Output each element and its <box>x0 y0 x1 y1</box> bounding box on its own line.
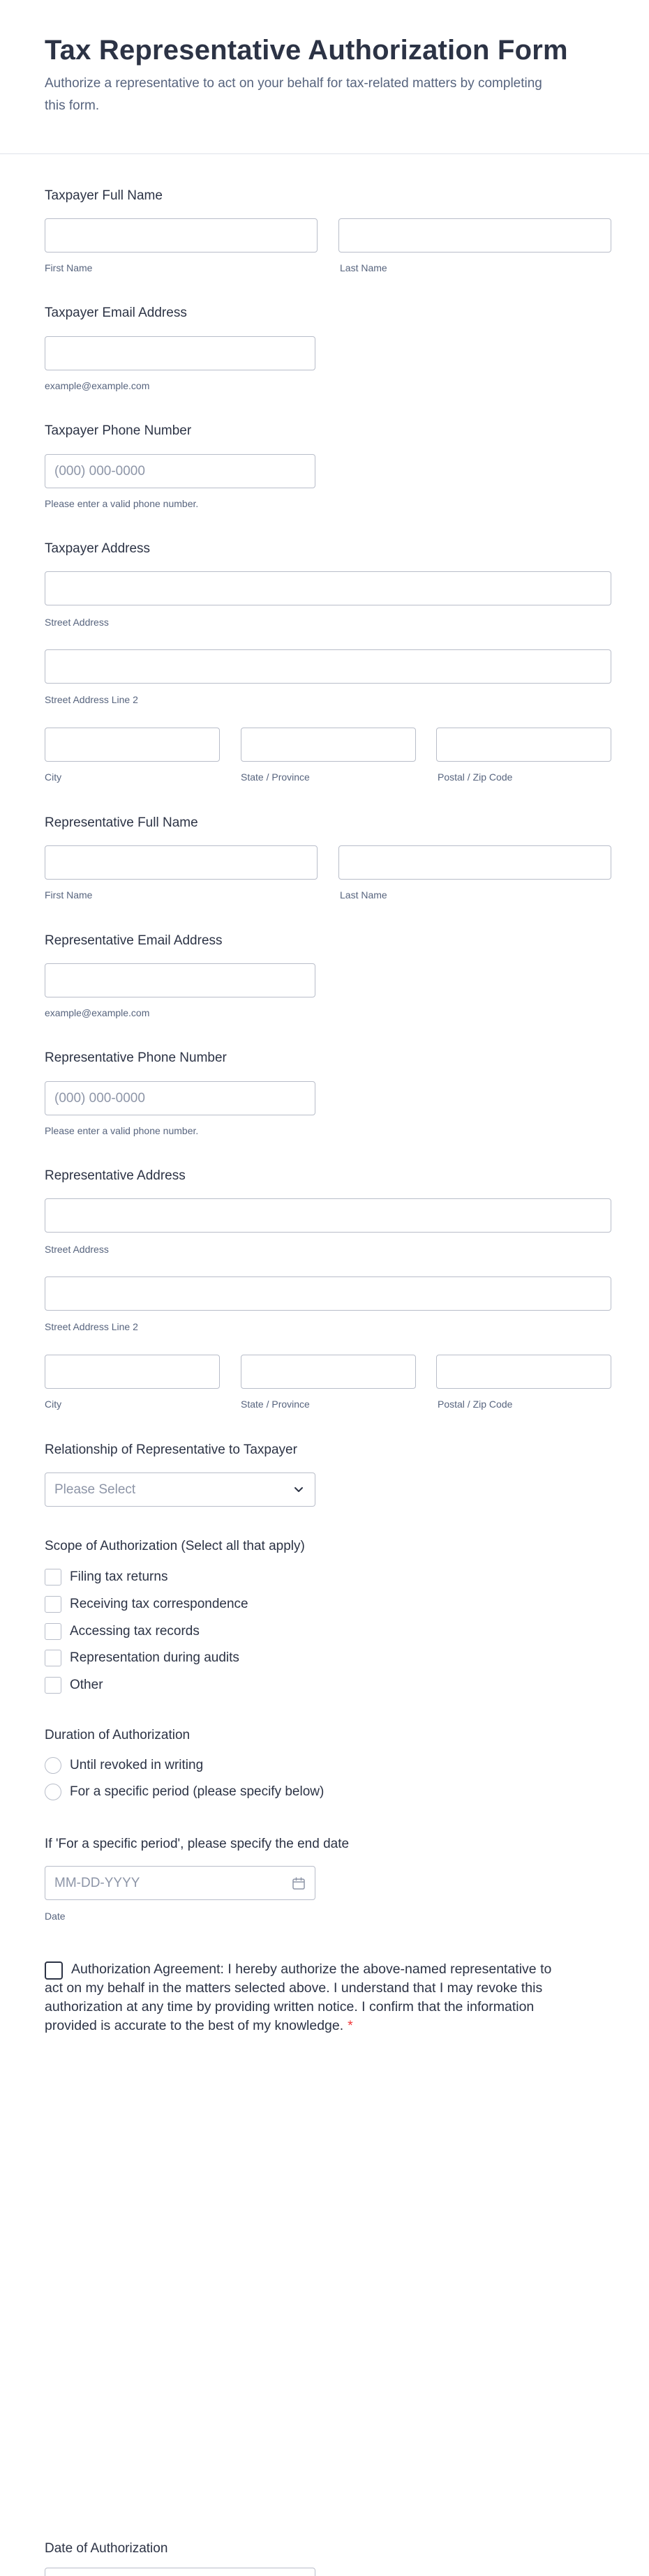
rep-state-input[interactable] <box>241 1355 416 1389</box>
end-date-label: If 'For a specific period', please specify the end date <box>45 1837 350 1851</box>
agreement-text-block <box>45 1960 554 2035</box>
chevron-down-icon <box>292 1483 305 1496</box>
calendar-icon[interactable] <box>291 1876 306 1891</box>
taxpayer-zip-sublabel: Postal / Zip Code <box>438 771 513 783</box>
relationship-selected-value: Please Select <box>54 1482 136 1497</box>
rep-name-label: Representative Full Name <box>45 815 198 830</box>
taxpayer-phone-sublabel: Please enter a valid phone number. <box>45 498 199 509</box>
taxpayer-state-sublabel: State / Province <box>241 771 310 783</box>
end-date-sublabel: Date <box>45 1911 66 1922</box>
duration-option-until-revoked: Until revoked in writing <box>70 1758 204 1772</box>
taxpayer-address-label: Taxpayer Address <box>45 541 151 556</box>
scope-checkbox-audits[interactable] <box>45 1650 61 1666</box>
taxpayer-state-input[interactable] <box>241 728 416 762</box>
rep-street2-input[interactable] <box>45 1276 611 1311</box>
rep-zip-input[interactable] <box>436 1355 611 1389</box>
rep-email-label: Representative Email Address <box>45 933 223 948</box>
relationship-label: Relationship of Representative to Taxpayer <box>45 1443 297 1457</box>
rep-last-name-input[interactable] <box>338 845 611 880</box>
scope-checkbox-records[interactable] <box>45 1623 61 1640</box>
scope-checkbox-other[interactable] <box>45 1677 61 1694</box>
taxpayer-street2-input[interactable] <box>45 649 611 684</box>
scope-option-audits: Representation during audits <box>70 1650 239 1665</box>
rep-last-name-sublabel: Last Name <box>340 889 387 901</box>
form-title: Tax Representative Authorization Form <box>45 35 568 66</box>
taxpayer-first-name-input[interactable] <box>45 218 318 253</box>
relationship-select[interactable] <box>45 1472 315 1507</box>
taxpayer-street2-sublabel: Street Address Line 2 <box>45 694 138 705</box>
rep-phone-sublabel: Please enter a valid phone number. <box>45 1125 199 1136</box>
taxpayer-phone-label: Taxpayer Phone Number <box>45 423 192 438</box>
form-header <box>0 0 649 154</box>
duration-option-specific-period: For a specific period (please specify below) <box>70 1784 324 1799</box>
scope-label: Scope of Authorization (Select all that apply) <box>45 1539 305 1553</box>
auth-date-input[interactable] <box>45 2568 315 2576</box>
taxpayer-last-name-sublabel: Last Name <box>340 262 387 273</box>
taxpayer-email-sublabel: example@example.com <box>45 380 150 391</box>
rep-phone-label: Representative Phone Number <box>45 1050 227 1065</box>
scope-option-records: Accessing tax records <box>70 1624 200 1639</box>
agreement-text: Authorization Agreement: I hereby authorize the above-named representative to act on my behalf in the matters selected above. I understand that I may revoke this authorization at any time by providing written notice. I confirm that the information provided is accurate to the best of my knowledge. <box>45 1961 552 2033</box>
rep-state-sublabel: State / Province <box>241 1399 310 1410</box>
end-date-input[interactable] <box>45 1866 315 1900</box>
duration-radio-until-revoked[interactable] <box>45 1757 61 1774</box>
duration-radio-specific-period[interactable] <box>45 1784 61 1800</box>
scope-option-other: Other <box>70 1678 103 1692</box>
end-date-placeholder: MM-DD-YYYY <box>54 1876 140 1890</box>
rep-phone-input[interactable] <box>45 1081 315 1115</box>
taxpayer-first-name-sublabel: First Name <box>45 262 93 273</box>
auth-date-label: Date of Authorization <box>45 2541 168 2556</box>
rep-street-input[interactable] <box>45 1198 611 1233</box>
duration-label: Duration of Authorization <box>45 1728 191 1742</box>
taxpayer-street-input[interactable] <box>45 571 611 605</box>
rep-city-input[interactable] <box>45 1355 220 1389</box>
rep-city-sublabel: City <box>45 1399 62 1410</box>
rep-street2-sublabel: Street Address Line 2 <box>45 1321 138 1332</box>
taxpayer-city-sublabel: City <box>45 771 62 783</box>
taxpayer-phone-placeholder: (000) 000-0000 <box>54 464 145 479</box>
scope-checkbox-filing[interactable] <box>45 1569 61 1585</box>
rep-first-name-input[interactable] <box>45 845 318 880</box>
taxpayer-phone-input[interactable] <box>45 454 315 488</box>
rep-first-name-sublabel: First Name <box>45 889 93 901</box>
rep-phone-placeholder: (000) 000-0000 <box>54 1091 145 1106</box>
rep-zip-sublabel: Postal / Zip Code <box>438 1399 513 1410</box>
scope-option-filing: Filing tax returns <box>70 1569 168 1584</box>
form-subtitle: Authorize a representative to act on your behalf for tax-related matters by completing this form. <box>45 76 542 113</box>
taxpayer-city-input[interactable] <box>45 728 220 762</box>
rep-email-sublabel: example@example.com <box>45 1007 150 1018</box>
rep-email-input[interactable] <box>45 963 315 997</box>
taxpayer-email-input[interactable] <box>45 336 315 370</box>
taxpayer-zip-input[interactable] <box>436 728 611 762</box>
required-asterisk: * <box>348 2018 353 2033</box>
rep-address-label: Representative Address <box>45 1168 186 1183</box>
scope-option-correspondence: Receiving tax correspondence <box>70 1597 248 1611</box>
taxpayer-name-label: Taxpayer Full Name <box>45 188 163 203</box>
taxpayer-last-name-input[interactable] <box>338 218 611 253</box>
taxpayer-street-sublabel: Street Address <box>45 617 109 628</box>
scope-checkbox-correspondence[interactable] <box>45 1596 61 1613</box>
taxpayer-email-label: Taxpayer Email Address <box>45 306 187 320</box>
rep-street-sublabel: Street Address <box>45 1244 109 1255</box>
